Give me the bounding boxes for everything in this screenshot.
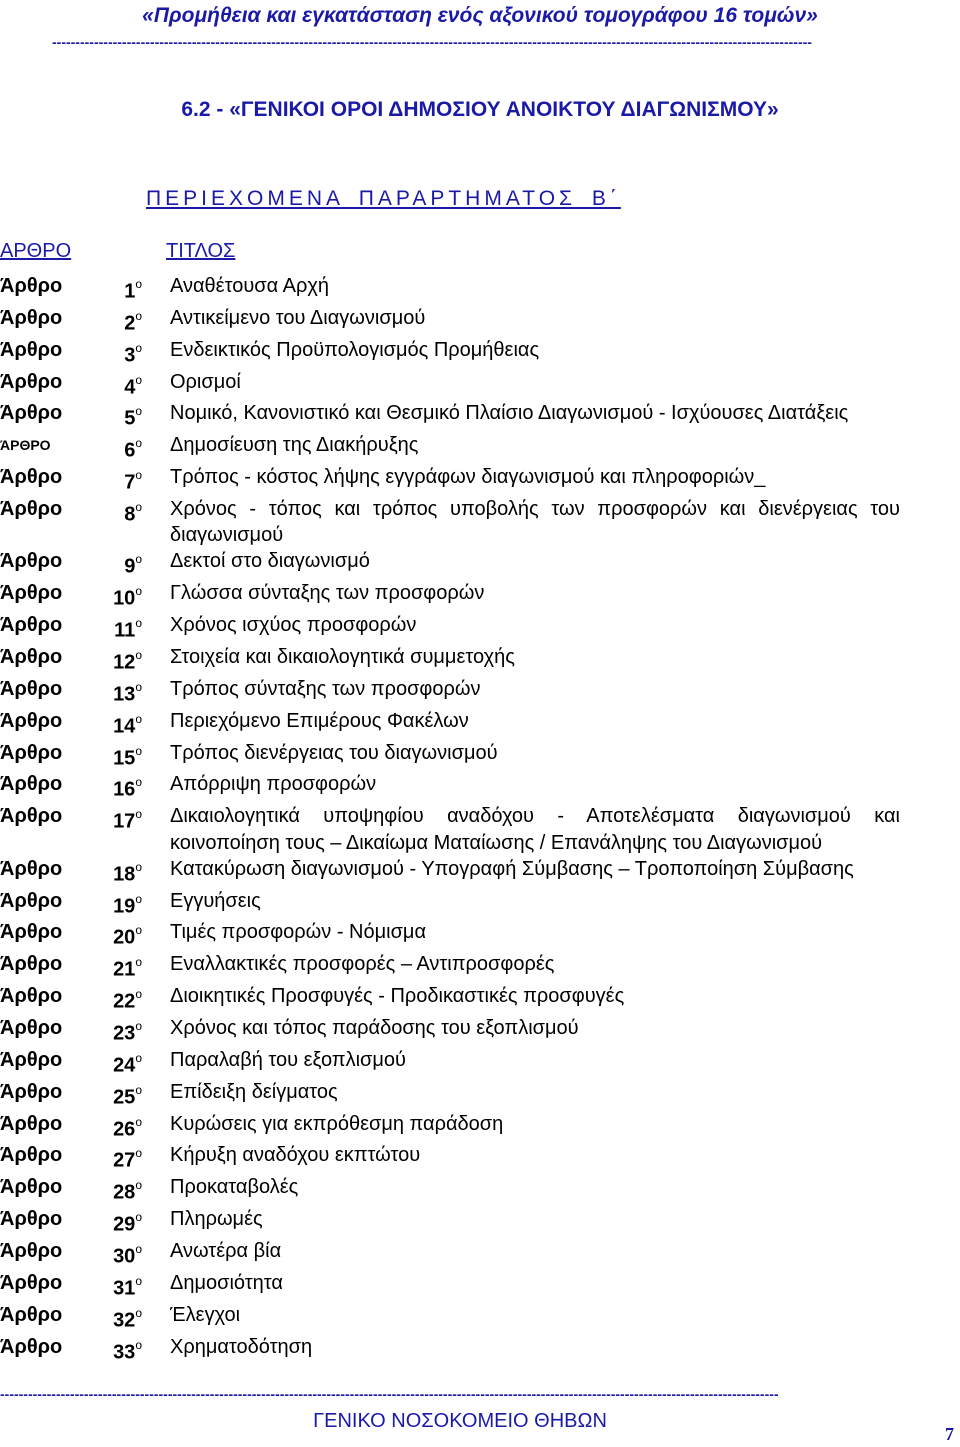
- column-header-title: ΤΙΤΛΟΣ: [166, 240, 236, 262]
- article-title: Δεκτοί στο διαγωνισμό: [170, 550, 370, 573]
- article-number: [82, 496, 170, 548]
- article-number-value: 11: [114, 619, 136, 642]
- article-label: Άρθρο: [0, 550, 63, 573]
- article-title: Χρηματοδότηση: [170, 1335, 313, 1358]
- toc-row: [0, 1206, 900, 1238]
- article-number-value: 1: [124, 280, 136, 303]
- article-number-value: 14: [113, 715, 136, 738]
- article-number: [82, 612, 170, 644]
- toc-row: [0, 1174, 900, 1206]
- article-number-ordinal: ο: [135, 1050, 142, 1065]
- article-label: ΆΡΘΡΟ: [0, 437, 51, 454]
- toc-row: [0, 496, 900, 548]
- toc-row: [0, 888, 900, 920]
- article-title: Κυρώσεις για εκπρόθεσμη παράδοση: [170, 1112, 504, 1135]
- article-number-value: 26: [113, 1118, 136, 1141]
- article-number-value: 13: [113, 683, 136, 706]
- article-number: [82, 400, 170, 432]
- article-label: Άρθρο: [0, 677, 63, 700]
- article-label: Άρθρο: [0, 1080, 63, 1103]
- article-title: Ορισμοί: [170, 370, 241, 393]
- article-number-ordinal: ο: [135, 616, 142, 631]
- article-number: [82, 1302, 170, 1334]
- article-number-value: 30: [113, 1245, 136, 1268]
- article-label: Άρθρο: [0, 1144, 63, 1167]
- article-number: [82, 740, 170, 772]
- article-label: Άρθρο: [0, 1271, 63, 1294]
- toc-row: [0, 803, 900, 855]
- article-number-ordinal: ο: [135, 1273, 142, 1288]
- article-label: Άρθρο: [0, 921, 63, 944]
- article-number-value: 28: [113, 1181, 136, 1204]
- article-number-ordinal: ο: [135, 679, 142, 694]
- article-title: Κήρυξη αναδόχου εκπτώτου: [170, 1144, 421, 1167]
- article-number-value: 29: [113, 1213, 136, 1236]
- article-label: Άρθρο: [0, 646, 63, 668]
- header-separator: -------------------------------------------------------------------------------------------------------------------------------------------------------------------: [52, 34, 812, 50]
- article-number: [82, 771, 170, 803]
- article-title: Τρόπος σύνταξης των προσφορών: [170, 677, 481, 700]
- article-number-ordinal: ο: [135, 436, 142, 451]
- article-label: Άρθρο: [0, 306, 63, 329]
- article-label: Άρθρο: [0, 466, 63, 489]
- article-number-ordinal: ο: [135, 648, 142, 662]
- article-label: Άρθρο: [0, 370, 63, 393]
- footer-hospital-name: ΓΕΝΙΚΟ ΝΟΣΟΚΟΜΕΙΟ ΘΗΒΩΝ: [313, 1410, 607, 1432]
- article-title: Διοικητικές Προσφυγές - Προδικαστικές προσφυγές: [170, 985, 625, 1008]
- toc-row: [0, 464, 900, 496]
- article-label: Άρθρο: [0, 498, 63, 521]
- article-title: Χρόνος και τόπος παράδοσης του εξοπλισμού: [170, 1017, 579, 1039]
- article-title: Χρόνος ισχύος προσφορών: [170, 614, 417, 637]
- article-number-ordinal: ο: [135, 500, 142, 515]
- article-number-value: 2: [124, 312, 136, 335]
- article-number-value: 31: [113, 1277, 136, 1300]
- article-title: Απόρριψη προσφορών: [170, 773, 377, 796]
- toc-row: [0, 983, 900, 1015]
- article-title: Προκαταβολές: [170, 1176, 299, 1199]
- article-number: [82, 1111, 170, 1143]
- toc-row: [0, 1334, 900, 1366]
- article-number-ordinal: ο: [135, 743, 142, 758]
- article-title: Γλώσσα σύνταξης των προσφορών: [170, 582, 485, 605]
- article-title: Περιεχόμενο Επιμέρους Φακέλων: [170, 709, 469, 732]
- article-number-ordinal: ο: [135, 308, 142, 323]
- article-label: Άρθρο: [0, 1208, 63, 1231]
- article-number-ordinal: ο: [135, 1082, 142, 1097]
- section-title: 6.2 - «ΓΕΝΙΚΟΙ ΟΡΟΙ ΔΗΜΟΣΙΟΥ ΑΝΟΙΚΤΟΥ ΔΙΑΓΩΝΙΣΜΟΥ»: [181, 98, 779, 121]
- contents-title: ΠΕΡΙΕΧΟΜΕΝΑ ΠΑΡΑΡΤΗΜΑΤΟΣ Β΄: [146, 187, 621, 210]
- article-number: [82, 1206, 170, 1238]
- toc-row: [0, 676, 900, 708]
- article-number: [82, 856, 170, 888]
- article-number-ordinal: ο: [135, 404, 142, 419]
- article-label: Άρθρο: [0, 1017, 63, 1039]
- article-number: [82, 305, 170, 337]
- article-number-value: 20: [113, 927, 136, 950]
- article-number-value: 8: [124, 503, 136, 526]
- article-number: [82, 676, 170, 708]
- article-number-ordinal: ο: [135, 584, 142, 599]
- page-number: 7: [945, 1424, 954, 1444]
- article-number-ordinal: ο: [135, 340, 142, 355]
- article-label: Άρθρο: [0, 709, 63, 732]
- toc-row: [0, 919, 900, 951]
- article-number: [82, 1142, 170, 1174]
- toc-row: [0, 369, 900, 401]
- toc-row: [0, 1047, 900, 1079]
- article-number-value: 17: [113, 810, 136, 833]
- article-number-value: 5: [124, 408, 136, 431]
- article-number-value: 25: [113, 1086, 136, 1109]
- article-number: [82, 1270, 170, 1302]
- article-number: [82, 1079, 170, 1111]
- article-title: Αντικείμενο του Διαγωνισμού: [170, 306, 426, 329]
- article-title: Πληρωμές: [170, 1208, 263, 1231]
- article-label: Άρθρο: [0, 614, 63, 637]
- toc-row: [0, 740, 900, 772]
- article-number-ordinal: ο: [135, 923, 142, 938]
- article-number: [82, 708, 170, 740]
- article-label: Άρθρο: [0, 1048, 63, 1071]
- toc-row: [0, 644, 900, 676]
- article-number-ordinal: ο: [135, 468, 142, 483]
- article-label: Άρθρο: [0, 741, 63, 764]
- toc-row: [0, 1015, 900, 1047]
- article-number-value: 6: [124, 439, 136, 462]
- article-number: [82, 1238, 170, 1270]
- article-number-ordinal: ο: [135, 1146, 142, 1161]
- article-number-value: 10: [113, 587, 136, 610]
- toc-row: [0, 771, 900, 803]
- article-title: Εγγυήσεις: [170, 889, 261, 912]
- article-number-ordinal: ο: [135, 987, 142, 1002]
- toc-row: [0, 273, 900, 305]
- article-number-ordinal: ο: [135, 775, 142, 790]
- article-label: Άρθρο: [0, 857, 63, 880]
- article-number-value: 23: [113, 1022, 136, 1045]
- article-label: Άρθρο: [0, 985, 63, 1008]
- article-label: Άρθρο: [0, 953, 63, 976]
- article-number-ordinal: ο: [135, 891, 142, 906]
- article-label: Άρθρο: [0, 889, 63, 912]
- article-number: [82, 919, 170, 951]
- article-number: [82, 951, 170, 983]
- article-title: Αναθέτουσα Αρχή: [170, 275, 329, 297]
- article-number-ordinal: ο: [135, 859, 142, 874]
- article-number-value: 21: [113, 958, 136, 981]
- article-number: [82, 983, 170, 1015]
- article-title: Νομικό, Κανονιστικό και Θεσμικό Πλαίσιο Διαγωνισμού - Ισχύουσες Διατάξεις: [170, 402, 849, 425]
- article-title: Στοιχεία και δικαιολογητικά συμμετοχής: [170, 646, 515, 668]
- article-title: Ενδεικτικός Προϋπολογισμός Προμήθειας: [170, 338, 540, 361]
- article-title: Δημοσίευση της Διακήρυξης: [170, 434, 419, 457]
- article-title: Έλεγχοι: [170, 1303, 241, 1326]
- article-number-ordinal: ο: [135, 552, 142, 567]
- article-number-ordinal: ο: [135, 1210, 142, 1225]
- article-title: Δημοσιότητα: [170, 1271, 283, 1294]
- footer-separator: -----------------------------------------------------------------------------------------------------------------------------------------------------------------------: [0, 1386, 779, 1402]
- toc-row: [0, 708, 900, 740]
- toc-row: [0, 951, 900, 983]
- article-number-ordinal: ο: [135, 372, 142, 387]
- article-title: Τιμές προσφορών - Νόμισμα: [170, 921, 427, 944]
- toc-row: [0, 1238, 900, 1270]
- article-title: Εναλλακτικές προσφορές – Αντιπροσφορές: [170, 953, 555, 976]
- article-title: Χρόνος - τόπος και τρόπος υποβολής των προσφορών και διενέργειας του διαγωνισμού: [170, 498, 900, 547]
- article-title: Επίδειξη δείγματος: [170, 1080, 338, 1103]
- article-title: Δικαιολογητικά υποψηφίου αναδόχου - Αποτελέσματα διαγωνισμού και κοινοποίηση τους – Δικαίωμα Ματαίωσης / Επανάληψης του Διαγωνισμού: [170, 805, 900, 854]
- toc-row: [0, 612, 900, 644]
- article-label: Άρθρο: [0, 805, 63, 828]
- article-number: [82, 548, 170, 580]
- article-number-value: 22: [113, 990, 136, 1013]
- article-number-ordinal: ο: [135, 277, 142, 291]
- article-number: [82, 1015, 170, 1047]
- article-number: [82, 369, 170, 401]
- toc-row: [0, 305, 900, 337]
- toc-row: [0, 400, 900, 432]
- article-number-value: 16: [113, 779, 136, 802]
- article-number: [82, 273, 170, 305]
- article-number: [82, 803, 170, 855]
- article-number: [82, 888, 170, 920]
- article-number-ordinal: ο: [135, 1337, 142, 1352]
- article-number-value: 32: [113, 1309, 136, 1332]
- toc-row: [0, 1142, 900, 1174]
- article-label: Άρθρο: [0, 582, 63, 605]
- toc-row: [0, 337, 900, 369]
- article-label: Άρθρο: [0, 1112, 63, 1135]
- toc-row: [0, 1270, 900, 1302]
- article-number-value: 24: [113, 1054, 136, 1077]
- article-number-value: 7: [124, 471, 136, 494]
- article-number-value: 9: [124, 556, 136, 579]
- article-number-ordinal: ο: [135, 807, 142, 822]
- table-of-contents: [0, 273, 900, 1365]
- article-number-value: 19: [113, 895, 136, 918]
- article-title: Τρόπος διενέργειας του διαγωνισμού: [170, 741, 498, 764]
- article-label: Άρθρο: [0, 275, 63, 297]
- article-number-value: 18: [113, 863, 136, 886]
- article-number-value: 3: [124, 344, 136, 367]
- toc-row: [0, 1111, 900, 1143]
- article-title: Κατακύρωση διαγωνισμού - Υπογραφή Σύμβασης – Τροποποίηση Σύμβασης: [170, 857, 854, 880]
- toc-row: [0, 432, 900, 464]
- article-number-value: 12: [113, 651, 136, 674]
- article-label: Άρθρο: [0, 1240, 63, 1263]
- article-number: [82, 644, 170, 676]
- article-number: [82, 580, 170, 612]
- article-label: Άρθρο: [0, 773, 63, 796]
- toc-row: [0, 548, 900, 580]
- article-number: [82, 432, 170, 464]
- article-title: Παραλαβή του εξοπλισμού: [170, 1048, 406, 1071]
- article-number-value: 4: [124, 376, 136, 399]
- article-number: [82, 1047, 170, 1079]
- document-header-title: «Προμήθεια και εγκατάσταση ενός αξονικού τομογράφου 16 τομών»: [142, 4, 818, 27]
- toc-row: [0, 580, 900, 612]
- article-number-ordinal: ο: [135, 1242, 142, 1257]
- article-number: [82, 337, 170, 369]
- article-number: [82, 1334, 170, 1366]
- article-number-value: 27: [113, 1150, 136, 1173]
- article-number-ordinal: ο: [135, 955, 142, 970]
- article-label: Άρθρο: [0, 1176, 63, 1199]
- toc-row: [0, 1079, 900, 1111]
- article-label: Άρθρο: [0, 402, 63, 425]
- article-number-ordinal: ο: [135, 711, 142, 726]
- article-title: Ανωτέρα βία: [170, 1240, 282, 1263]
- article-label: Άρθρο: [0, 1335, 63, 1358]
- article-title: Τρόπος - κόστος λήψης εγγράφων διαγωνισμού και πληροφοριών_: [170, 466, 766, 489]
- article-number-value: 33: [113, 1341, 136, 1364]
- article-number-ordinal: ο: [135, 1019, 142, 1033]
- article-number: [82, 1174, 170, 1206]
- column-header-article: ΑΡΘΡΟ: [0, 240, 72, 262]
- article-label: Άρθρο: [0, 338, 63, 361]
- article-number: [82, 464, 170, 496]
- toc-row: [0, 1302, 900, 1334]
- article-number-value: 15: [113, 747, 136, 770]
- article-label: Άρθρο: [0, 1303, 63, 1326]
- article-number-ordinal: ο: [135, 1305, 142, 1320]
- article-number-ordinal: ο: [135, 1114, 142, 1129]
- toc-row: [0, 856, 900, 888]
- article-number-ordinal: ο: [135, 1178, 142, 1193]
